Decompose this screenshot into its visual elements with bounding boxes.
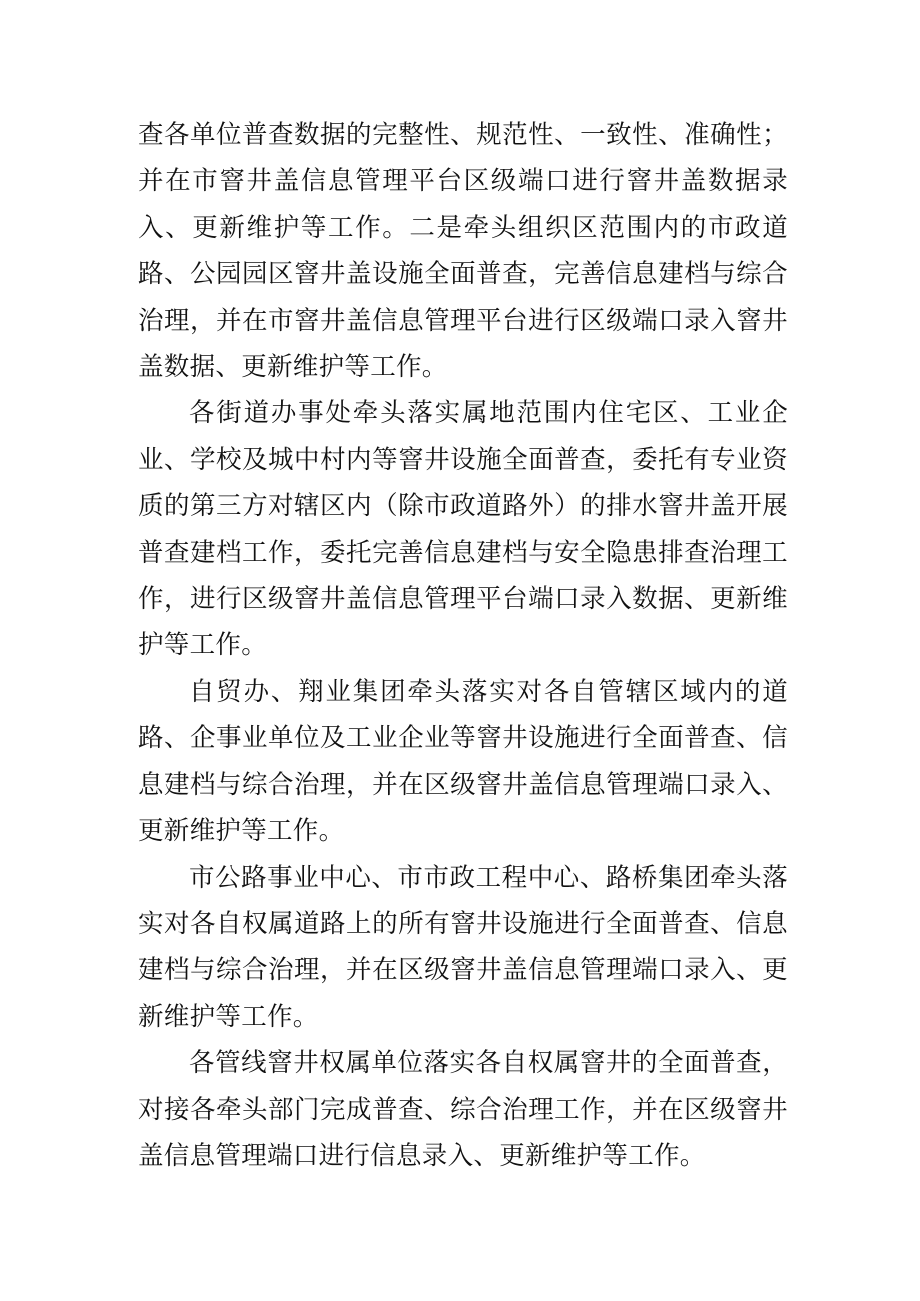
document-body [138,112,788,1179]
paragraph-1: 查各单位普查数据的完整性、规范性、一致性、准确性；并在市窨井盖信息管理平台区级端口进行窨井盖数据录入、更新维护等工作。二是牵头组织区范围内的市政道路、公园园区窨井盖设施全面普查，完善信息建档与综合治理，并在市窨井盖信息管理平台进行区级端口录入窨井盖数据、更新维护等工作。 [138,120,788,383]
paragraph-5: 各管线窨井权属单位落实各自权属窨井的全面普查，对接各牵头部门完成普查、综合治理工作，并在区级窨井盖信息管理端口进行信息录入、更新维护等工作。 [138,1048,788,1171]
paragraph-4: 市公路事业中心、市市政工程中心、路桥集团牵头落实对各自权属道路上的所有窨井设施进行全面普查、信息建档与综合治理，并在区级窨井盖信息管理端口录入、更新维护等工作。 [138,862,788,1032]
paragraph-2: 各街道办事处牵头落实属地范围内住宅区、工业企业、学校及城中村内等窨井设施全面普查，委托有专业资质的第三方对辖区内（除市政道路外）的排水窨井盖开展普查建档工作，委托完善信息建档与安全隐患排查治理工作，进行区级窨井盖信息管理平台端口录入数据、更新维护等工作。 [138,398,788,661]
paragraph-3: 自贸办、翔业集团牵头落实对各自管辖区域内的道路、企事业单位及工业企业等窨井设施进行全面普查、信息建档与综合治理，并在区级窨井盖信息管理端口录入、更新维护等工作。 [138,676,788,847]
